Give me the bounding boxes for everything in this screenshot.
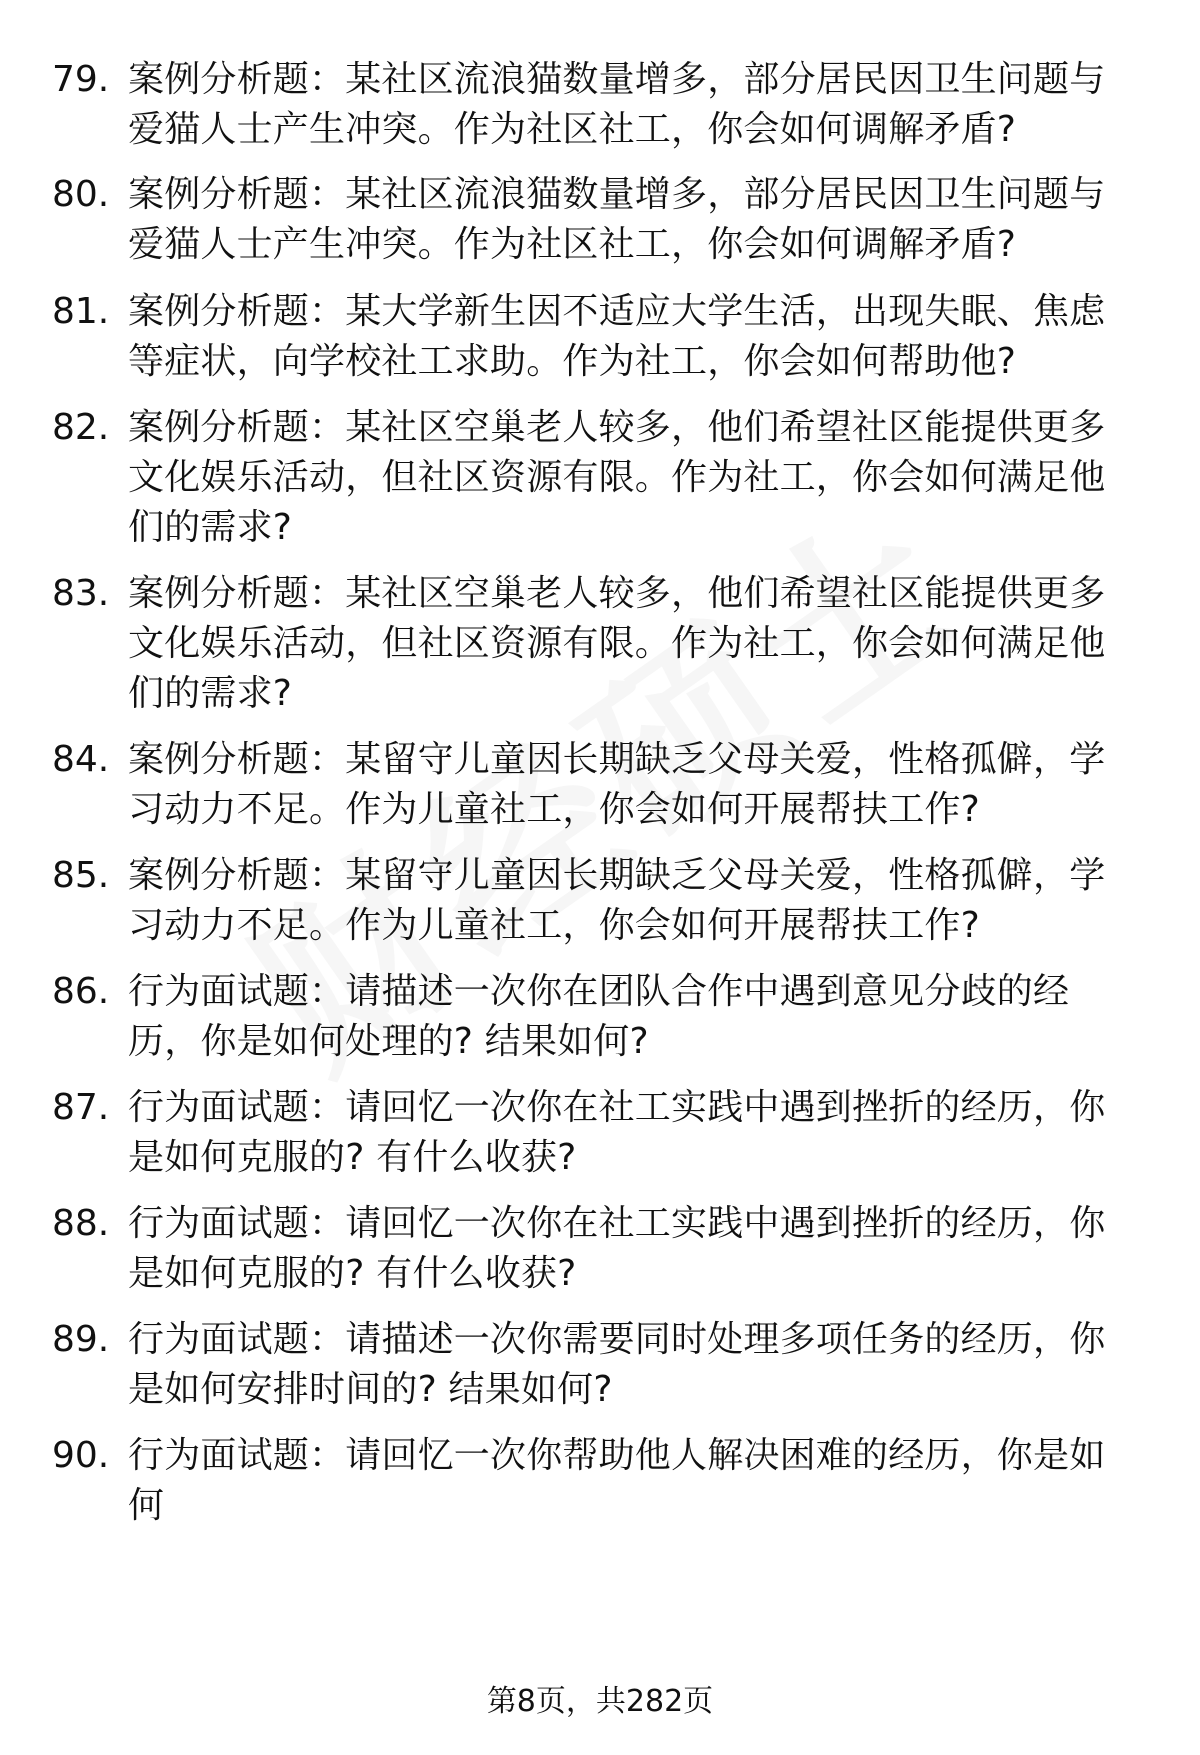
question-number: 84.	[52, 739, 110, 780]
question-text: 案例分析题：某留守儿童因长期缺乏父母关爱，性格孤僻，学习动力不足。作为儿童社工，你会如何开展帮扶工作?	[128, 739, 1106, 830]
question-number: 87.	[52, 1087, 110, 1128]
question-number: 81.	[52, 291, 110, 332]
question-text: 案例分析题：某大学新生因不适应大学生活，出现失眠、焦虑等症状，向学校社工求助。作为社工，你会如何帮助他?	[128, 291, 1106, 382]
question-text: 行为面试题：请回忆一次你在社工实践中遇到挫折的经历，你是如何克服的? 有什么收获?	[128, 1203, 1106, 1294]
question-text: 行为面试题：请回忆一次你在社工实践中遇到挫折的经历，你是如何克服的? 有什么收获?	[128, 1087, 1106, 1178]
question-number: 86.	[52, 971, 110, 1012]
question-number: 88.	[52, 1203, 110, 1244]
question-number: 83.	[52, 573, 110, 614]
question-number: 90.	[52, 1435, 110, 1476]
question-text: 案例分析题：某社区流浪猫数量增多，部分居民因卫生问题与爱猫人士产生冲突。作为社区社工，你会如何调解矛盾?	[128, 59, 1106, 150]
question-number: 85.	[52, 855, 110, 896]
page-footer: 第8页，共282页	[486, 1684, 714, 1719]
question-text: 行为面试题：请描述一次你需要同时处理多项任务的经历，你是如何安排时间的? 结果如何?	[128, 1319, 1106, 1410]
question-number: 89.	[52, 1319, 110, 1360]
question-number: 79.	[52, 59, 110, 100]
question-text: 行为面试题：请回忆一次你帮助他人解决困难的经历，你是如何	[128, 1435, 1106, 1526]
question-text: 案例分析题：某留守儿童因长期缺乏父母关爱，性格孤僻，学习动力不足。作为儿童社工，你会如何开展帮扶工作?	[128, 855, 1106, 946]
question-number: 80.	[52, 174, 110, 215]
question-text: 行为面试题：请描述一次你在团队合作中遇到意见分歧的经历，你是如何处理的? 结果如何?	[128, 971, 1070, 1062]
question-number: 82.	[52, 407, 110, 448]
question-text: 案例分析题：某社区空巢老人较多，他们希望社区能提供更多文化娱乐活动，但社区资源有限。作为社工，你会如何满足他们的需求?	[128, 407, 1106, 548]
question-text: 案例分析题：某社区流浪猫数量增多，部分居民因卫生问题与爱猫人士产生冲突。作为社区社工，你会如何调解矛盾?	[128, 174, 1106, 265]
question-text: 案例分析题：某社区空巢老人较多，他们希望社区能提供更多文化娱乐活动，但社区资源有限。作为社工，你会如何满足他们的需求?	[128, 573, 1106, 714]
